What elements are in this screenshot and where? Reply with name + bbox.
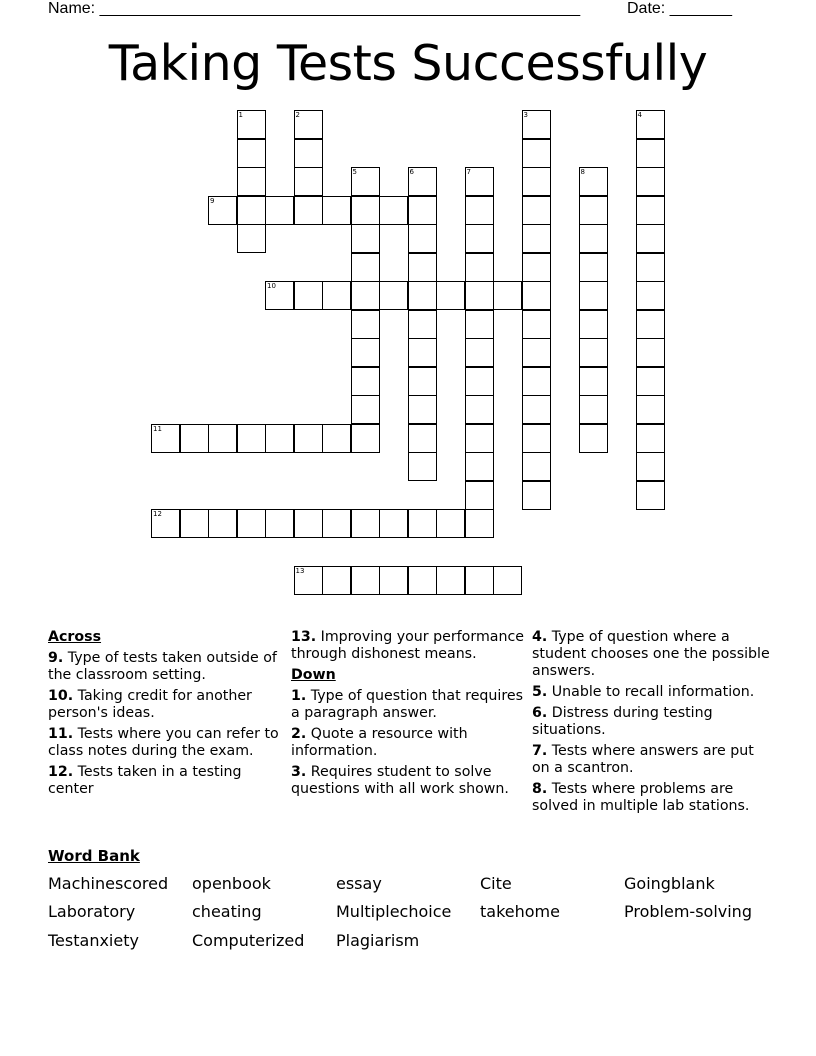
crossword-cell[interactable] bbox=[636, 395, 665, 424]
crossword-cell[interactable] bbox=[408, 253, 437, 282]
word-bank-item: takehome bbox=[480, 902, 560, 921]
word-bank-heading: Word Bank bbox=[48, 847, 140, 865]
crossword-cell[interactable] bbox=[465, 310, 494, 339]
crossword-cell[interactable] bbox=[636, 424, 665, 453]
clue-down-7: 7. Tests where answers are put on a scantron. bbox=[532, 743, 754, 776]
crossword-cell[interactable] bbox=[351, 196, 380, 225]
crossword-cell[interactable] bbox=[237, 424, 266, 453]
clue-down-5: 5. Unable to recall information. bbox=[532, 684, 755, 700]
clue-down-6: 6. Distress during testing situations. bbox=[532, 705, 713, 738]
word-bank-item: cheating bbox=[192, 902, 262, 921]
crossword-cell[interactable] bbox=[579, 338, 608, 367]
word-bank-item: Computerized bbox=[192, 931, 305, 950]
crossword-cell[interactable] bbox=[522, 167, 551, 196]
crossword-cell[interactable] bbox=[465, 452, 494, 481]
crossword-cell[interactable] bbox=[465, 338, 494, 367]
clue-number: 9 bbox=[210, 196, 215, 205]
crossword-cell[interactable] bbox=[636, 253, 665, 282]
across-heading: Across bbox=[48, 629, 102, 645]
crossword-cell[interactable] bbox=[351, 424, 380, 453]
crossword-cell[interactable] bbox=[493, 566, 522, 595]
crossword-cell[interactable] bbox=[579, 196, 608, 225]
crossword-cell[interactable] bbox=[636, 167, 665, 196]
crossword-cell[interactable] bbox=[237, 509, 266, 538]
word-bank-item: Problem-solving bbox=[624, 902, 752, 921]
crossword-cell[interactable] bbox=[408, 196, 437, 225]
date-field[interactable]: Date: _______ bbox=[627, 0, 732, 17]
crossword-cell[interactable] bbox=[351, 253, 380, 282]
crossword-cell[interactable] bbox=[465, 196, 494, 225]
crossword-cell[interactable] bbox=[265, 196, 294, 225]
clue-number: 1 bbox=[238, 111, 243, 119]
clue-across-9: 9. Type of tests taken outside of the classroom setting. bbox=[48, 650, 277, 683]
crossword-cell[interactable] bbox=[351, 310, 380, 339]
clue-across-12: 12. Tests taken in a testing center bbox=[48, 764, 242, 797]
clue-number: 12 bbox=[153, 510, 162, 518]
crossword-cell[interactable] bbox=[408, 367, 437, 396]
clue-number: 6 bbox=[409, 168, 414, 176]
crossword-cell[interactable] bbox=[408, 395, 437, 424]
crossword-cell[interactable] bbox=[237, 167, 266, 196]
clue-number: 5 bbox=[352, 168, 357, 176]
crossword-cell[interactable] bbox=[579, 424, 608, 453]
crossword-cell[interactable] bbox=[636, 281, 665, 310]
clue-number: 7 bbox=[466, 168, 471, 176]
crossword-cell[interactable] bbox=[351, 338, 380, 367]
crossword-cell[interactable] bbox=[294, 424, 323, 453]
name-field[interactable]: Name: ______________________________________________________ bbox=[48, 0, 581, 17]
crossword-cell[interactable] bbox=[151, 509, 180, 538]
clue-number: 2 bbox=[295, 111, 300, 119]
crossword-cell[interactable] bbox=[351, 281, 380, 310]
crossword-cell[interactable] bbox=[322, 424, 351, 453]
crossword-cell[interactable] bbox=[522, 367, 551, 396]
crossword-cell[interactable] bbox=[522, 395, 551, 424]
crossword-cell[interactable] bbox=[322, 281, 351, 310]
crossword-cell[interactable] bbox=[408, 167, 437, 196]
clue-down-2: 2. Quote a resource with information. bbox=[291, 726, 468, 759]
clue-number: 8 bbox=[580, 168, 585, 176]
down-heading: Down bbox=[291, 667, 336, 683]
word-bank-item: Multiplechoice bbox=[336, 902, 452, 921]
crossword-cell[interactable] bbox=[408, 281, 437, 310]
crossword-cell[interactable] bbox=[522, 452, 551, 481]
word-bank-item: Machinescored bbox=[48, 874, 169, 893]
crossword-cell[interactable] bbox=[322, 509, 351, 538]
crossword-cell[interactable] bbox=[322, 196, 351, 225]
crossword-cell[interactable] bbox=[522, 196, 551, 225]
crossword-cell[interactable] bbox=[579, 281, 608, 310]
crossword-cell[interactable] bbox=[579, 310, 608, 339]
clue-down-8: 8. Tests where problems are solved in multiple lab stations. bbox=[532, 781, 750, 814]
clue-across-11: 11. Tests where you can refer to class notes during the exam. bbox=[48, 726, 279, 759]
crossword-cell[interactable] bbox=[237, 110, 266, 139]
crossword-cell[interactable] bbox=[408, 452, 437, 481]
crossword-cell[interactable] bbox=[208, 509, 237, 538]
crossword-cell[interactable] bbox=[294, 566, 323, 595]
crossword-cell[interactable] bbox=[379, 509, 408, 538]
clue-number: 3 bbox=[523, 111, 528, 119]
crossword-cell[interactable] bbox=[379, 196, 408, 225]
crossword-cell[interactable] bbox=[465, 167, 494, 196]
crossword-cell[interactable] bbox=[408, 224, 437, 253]
crossword-cell[interactable] bbox=[522, 139, 551, 168]
crossword-cell[interactable] bbox=[522, 424, 551, 453]
clue-number: 13 bbox=[295, 567, 305, 575]
crossword-cell[interactable] bbox=[579, 367, 608, 396]
clue-column-1 bbox=[48, 629, 284, 802]
crossword-cell[interactable] bbox=[465, 253, 494, 282]
word-bank-item: Testanxiety bbox=[48, 931, 139, 950]
crossword-cell[interactable] bbox=[465, 481, 494, 510]
word-bank-item: Plagiarism bbox=[336, 931, 420, 950]
crossword-cell[interactable] bbox=[465, 395, 494, 424]
crossword-cell[interactable] bbox=[351, 167, 380, 196]
crossword-cell[interactable] bbox=[351, 509, 380, 538]
crossword-cell[interactable] bbox=[151, 424, 180, 453]
crossword-cell[interactable] bbox=[493, 281, 522, 310]
crossword-cell[interactable] bbox=[465, 509, 494, 538]
clue-number: 11 bbox=[153, 424, 162, 433]
crossword-cell[interactable] bbox=[180, 424, 209, 453]
word-bank-item: essay bbox=[336, 874, 382, 893]
crossword-cell[interactable] bbox=[522, 224, 551, 253]
clue-across-13: 13. Improving your performance through dishonest means. bbox=[291, 629, 524, 662]
crossword-cell[interactable] bbox=[636, 338, 665, 367]
crossword-cell[interactable] bbox=[636, 110, 665, 139]
crossword-cell[interactable] bbox=[522, 310, 551, 339]
clue-across-10: 10. Taking credit for another person's ideas. bbox=[48, 688, 252, 721]
crossword-cell[interactable] bbox=[265, 424, 294, 453]
crossword-cell[interactable] bbox=[522, 338, 551, 367]
crossword-cell[interactable] bbox=[294, 281, 323, 310]
clue-down-1: 1. Type of question that requires a paragraph answer. bbox=[291, 688, 524, 721]
crossword-cell[interactable] bbox=[579, 224, 608, 253]
crossword-cell[interactable] bbox=[579, 167, 608, 196]
crossword-cell[interactable] bbox=[436, 566, 465, 595]
word-bank-item: Laboratory bbox=[48, 902, 136, 921]
crossword-cell[interactable] bbox=[208, 424, 237, 453]
crossword-cell[interactable] bbox=[522, 281, 551, 310]
crossword-cell[interactable] bbox=[465, 424, 494, 453]
crossword-cell[interactable] bbox=[636, 139, 665, 168]
clue-number: 4 bbox=[637, 111, 642, 119]
crossword-cell[interactable] bbox=[465, 566, 494, 595]
crossword-cell[interactable] bbox=[408, 566, 437, 595]
crossword-cell[interactable] bbox=[294, 110, 323, 139]
crossword-cell[interactable] bbox=[579, 395, 608, 424]
crossword-cell[interactable] bbox=[237, 224, 266, 253]
crossword-cell[interactable] bbox=[208, 196, 237, 225]
crossword-cell[interactable] bbox=[294, 196, 323, 225]
crossword-cell[interactable] bbox=[579, 253, 608, 282]
crossword-cell[interactable] bbox=[636, 481, 665, 510]
crossword-cell[interactable] bbox=[265, 509, 294, 538]
crossword-cell[interactable] bbox=[294, 139, 323, 168]
crossword-cell[interactable] bbox=[436, 509, 465, 538]
crossword-cell[interactable] bbox=[522, 481, 551, 510]
crossword-cell[interactable] bbox=[294, 509, 323, 538]
crossword-cell[interactable] bbox=[379, 281, 408, 310]
crossword-cell[interactable] bbox=[408, 338, 437, 367]
crossword-cell[interactable] bbox=[180, 509, 209, 538]
crossword-cell[interactable] bbox=[351, 566, 380, 595]
crossword-cell[interactable] bbox=[522, 110, 551, 139]
crossword-cell[interactable] bbox=[636, 367, 665, 396]
crossword-cell[interactable] bbox=[408, 424, 437, 453]
crossword-cell[interactable] bbox=[294, 167, 323, 196]
crossword-cell[interactable] bbox=[265, 281, 294, 310]
crossword-cell[interactable] bbox=[636, 310, 665, 339]
word-bank-item: openbook bbox=[192, 874, 271, 893]
crossword-cell[interactable] bbox=[436, 281, 465, 310]
clue-column-2 bbox=[291, 629, 527, 802]
clue-down-4: 4. Type of question where a student chooses one the possible answers. bbox=[532, 629, 770, 679]
word-bank-item: Goingblank bbox=[624, 874, 715, 893]
word-bank-item: Cite bbox=[480, 874, 512, 893]
crossword-cell[interactable] bbox=[408, 310, 437, 339]
crossword-cell[interactable] bbox=[237, 139, 266, 168]
crossword-cell[interactable] bbox=[322, 566, 351, 595]
clue-down-3: 3. Requires student to solve questions with all work shown. bbox=[291, 764, 509, 797]
crossword-cell[interactable] bbox=[351, 367, 380, 396]
crossword-cell[interactable] bbox=[408, 509, 437, 538]
crossword-cell[interactable] bbox=[636, 224, 665, 253]
crossword-cell[interactable] bbox=[351, 395, 380, 424]
crossword-cell[interactable] bbox=[636, 196, 665, 225]
clue-number: 10 bbox=[267, 282, 276, 290]
crossword-cell[interactable] bbox=[351, 224, 380, 253]
crossword-cell[interactable] bbox=[465, 281, 494, 310]
crossword-cell[interactable] bbox=[465, 224, 494, 253]
crossword-cell[interactable] bbox=[522, 253, 551, 282]
crossword-cell[interactable] bbox=[636, 452, 665, 481]
clue-column-3 bbox=[532, 629, 772, 819]
page-title: Taking Tests Successfully bbox=[108, 35, 708, 92]
crossword-cell[interactable] bbox=[237, 196, 266, 225]
crossword-cell[interactable] bbox=[379, 566, 408, 595]
crossword-cell[interactable] bbox=[465, 367, 494, 396]
